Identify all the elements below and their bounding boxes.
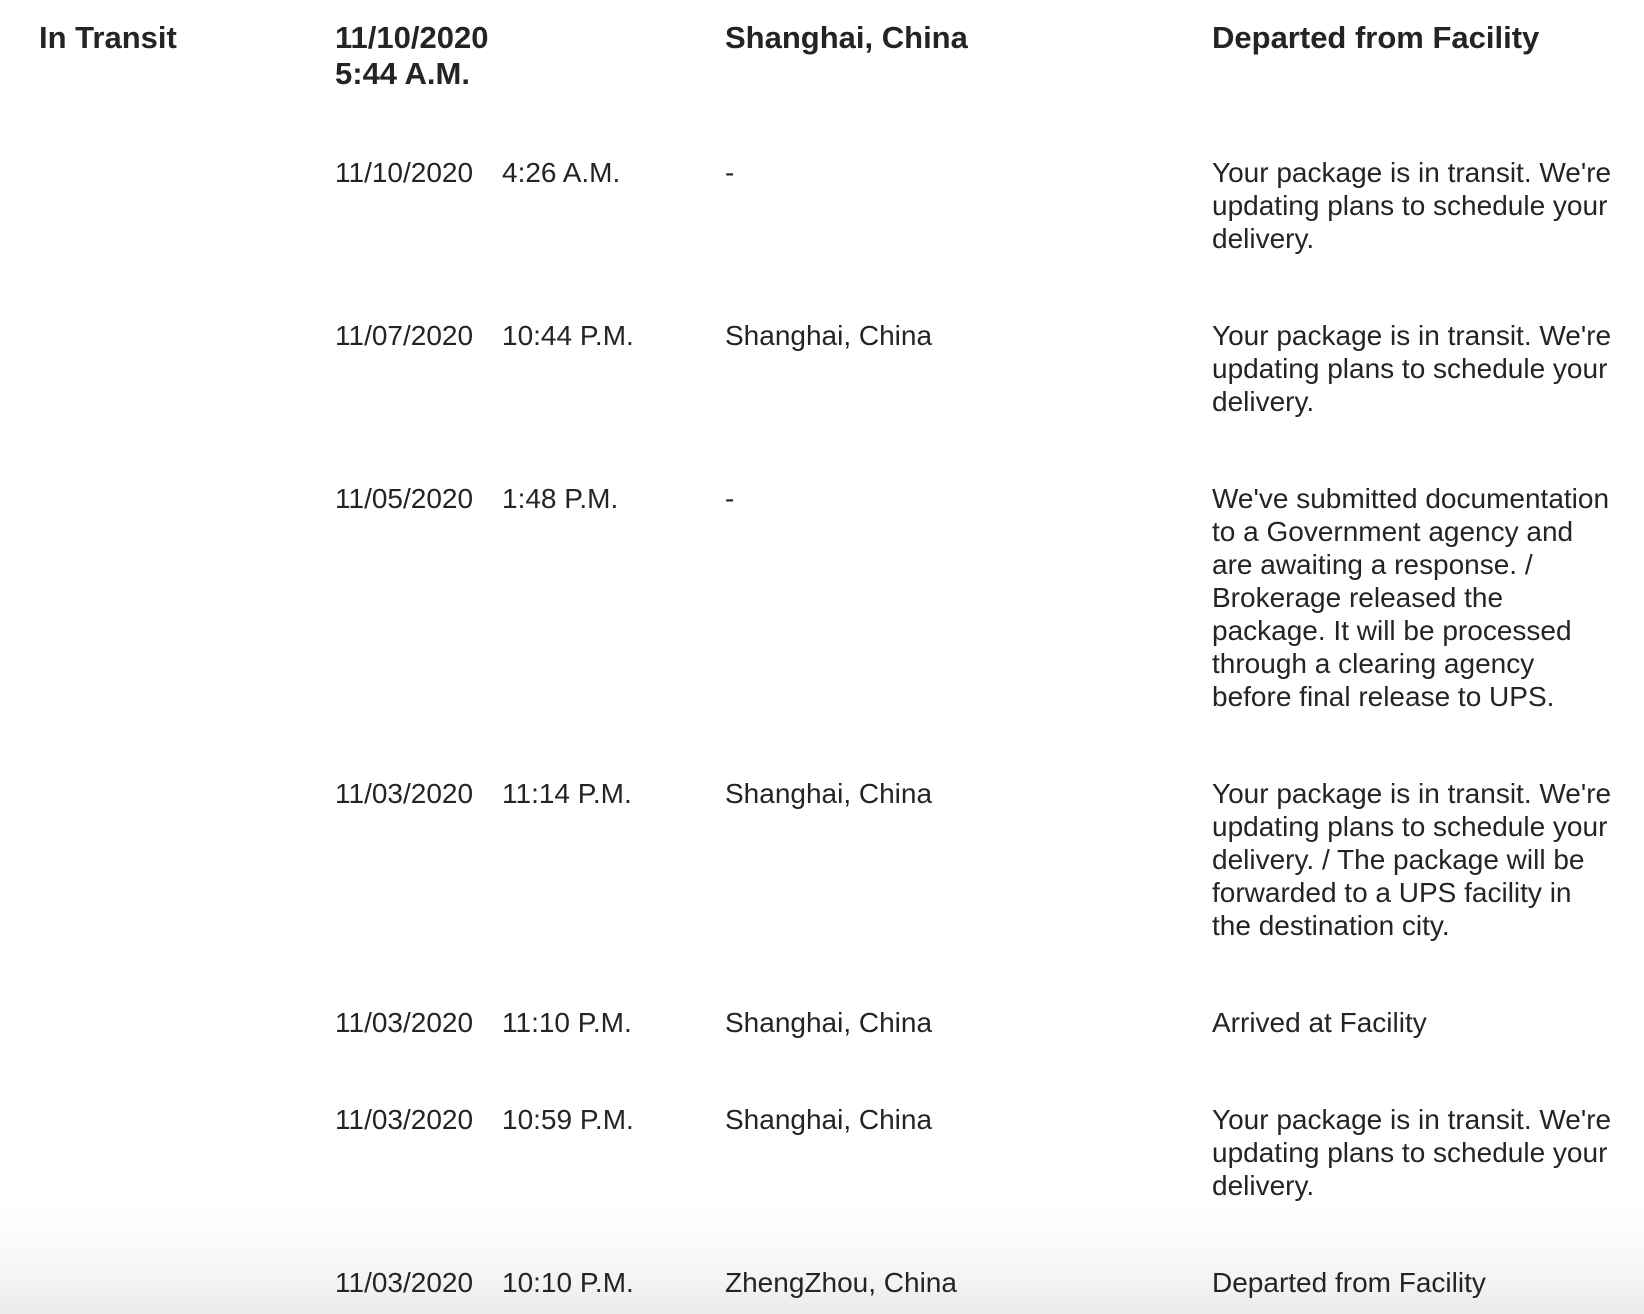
- event-datetime: [335, 156, 725, 255]
- event-datetime: [335, 482, 725, 713]
- event-activity: Your package is in transit. We're updating plans to schedule your delivery.: [1212, 1104, 1612, 1201]
- event-activity: Departed from Facility: [1212, 20, 1540, 55]
- event-location: -: [725, 483, 735, 514]
- event-date: 11/03/2020: [335, 1104, 474, 1135]
- shipment-status: In Transit: [39, 20, 177, 55]
- event-activity: We've submitted documentation to a Government agency and are awaiting a response. / Brokerage released the package. It will be processed through a clearing agency before final release to UPS.: [1212, 483, 1610, 712]
- event-time: 10:44 P.M.: [502, 320, 634, 351]
- event-time: 11:10 P.M.: [502, 1007, 632, 1038]
- tracking-event-row: [39, 1266, 1618, 1299]
- status-spacer: [39, 777, 335, 942]
- tracking-event-row: [39, 1006, 1618, 1039]
- event-time: 10:59 P.M.: [502, 1104, 634, 1135]
- tracking-event-row: [39, 777, 1618, 942]
- tracking-event-row: [39, 482, 1618, 713]
- event-date: 11/07/2020: [335, 320, 474, 351]
- status-spacer: [39, 1006, 335, 1039]
- event-activity: Departed from Facility: [1212, 1267, 1486, 1298]
- tracking-event-row: [39, 319, 1618, 418]
- event-datetime: [335, 1006, 725, 1039]
- event-datetime: [335, 777, 725, 942]
- latest-status-row: [39, 20, 1618, 92]
- status-spacer: [39, 1266, 335, 1299]
- event-datetime: [335, 319, 725, 418]
- event-activity: Your package is in transit. We're updating plans to schedule your delivery. / The package will be forwarded to a UPS facility in the destination city.: [1212, 778, 1612, 941]
- event-location: Shanghai, China: [725, 20, 968, 55]
- status-spacer: [39, 319, 335, 418]
- event-location: Shanghai, China: [725, 1104, 933, 1135]
- event-time: 10:10 P.M.: [502, 1267, 634, 1298]
- event-location: ZhengZhou, China: [725, 1267, 957, 1298]
- tracking-event-row: [39, 156, 1618, 255]
- tracking-event-row: [39, 1103, 1618, 1202]
- status-spacer: [39, 156, 335, 255]
- event-location: -: [725, 157, 735, 188]
- event-time: 11:14 P.M.: [502, 778, 632, 809]
- event-activity: Your package is in transit. We're updating plans to schedule your delivery.: [1212, 157, 1612, 254]
- event-time: 4:26 A.M.: [502, 157, 621, 188]
- event-date: 11/10/2020: [335, 20, 489, 55]
- event-activity: Arrived at Facility: [1212, 1007, 1427, 1038]
- event-date: 11/03/2020: [335, 1007, 474, 1038]
- status-spacer: [39, 482, 335, 713]
- event-datetime: [335, 1103, 725, 1202]
- event-time: 1:48 P.M.: [502, 483, 619, 514]
- event-location: Shanghai, China: [725, 778, 933, 809]
- latest-event-datetime: [335, 20, 725, 92]
- event-date: 11/03/2020: [335, 1267, 474, 1298]
- event-date: 11/05/2020: [335, 483, 474, 514]
- event-time: 5:44 A.M.: [335, 56, 470, 91]
- event-datetime: [335, 1266, 725, 1299]
- event-date: 11/03/2020: [335, 778, 474, 809]
- status-spacer: [39, 1103, 335, 1202]
- event-activity: Your package is in transit. We're updating plans to schedule your delivery.: [1212, 320, 1612, 417]
- event-location: Shanghai, China: [725, 320, 933, 351]
- event-date: 11/10/2020: [335, 157, 474, 188]
- event-location: Shanghai, China: [725, 1007, 933, 1038]
